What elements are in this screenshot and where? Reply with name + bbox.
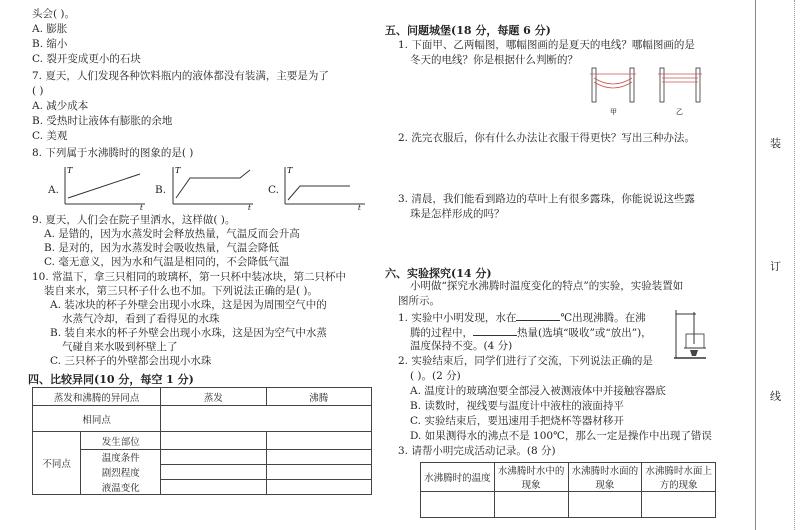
q7-option-a[interactable]: A. 减少成本 xyxy=(32,100,89,112)
same-points-cell[interactable] xyxy=(161,406,372,432)
power-lines-figure xyxy=(588,64,706,116)
q7-option-c[interactable]: C. 美观 xyxy=(32,130,68,142)
diff-row-label: 温度条件 xyxy=(81,450,161,465)
diff-cell[interactable] xyxy=(161,480,266,495)
diff-cell[interactable] xyxy=(161,465,266,480)
record-header-in-water: 水沸腾时水中的现象 xyxy=(494,463,568,492)
compare-table xyxy=(32,387,372,495)
boiling-temp-blank[interactable] xyxy=(516,310,560,321)
q10-option-b-line1[interactable]: B. 装自来水的杯子外壁会出现小水珠，这是因为空气中水蒸 xyxy=(50,327,327,339)
record-cell[interactable] xyxy=(642,492,716,518)
q8-option-c-label[interactable]: C. xyxy=(268,184,279,196)
q9-option-a[interactable]: A. 是错的，因为水蒸发时会释放热量，气温反而会升高 xyxy=(44,228,300,240)
q10-option-a-line1[interactable]: A. 装冰块的杯子外壁会出现小水珠，这是因为周围空气中的 xyxy=(50,299,327,311)
diff-cell[interactable] xyxy=(266,465,371,480)
q1-line1: 1. 下面甲、乙两幅图，哪幅图画的是夏天的电线？哪幅图画的是 xyxy=(398,39,695,51)
e2-option-d[interactable]: D. 如果测得水的沸点不是 100℃，那么一定是操作中出现了错误 xyxy=(410,430,712,442)
q8-graph-b xyxy=(168,164,256,210)
e1-line3: 温度保持不变。(4 分) xyxy=(410,340,513,352)
e2-option-a[interactable]: A. 温度计的玻璃泡要全部浸入被测液体中并接触容器底 xyxy=(410,385,666,397)
section5-title: 五、问题城堡(18 分，每题 6 分) xyxy=(385,24,551,37)
figure-yi-label: 乙 xyxy=(676,108,683,116)
diff-row-label: 剧烈程度 xyxy=(81,465,161,480)
diff-cell[interactable] xyxy=(161,450,266,465)
figure-jia-label: 甲 xyxy=(610,108,617,116)
q6-option-a[interactable]: A. 膨胀 xyxy=(32,23,68,35)
section6-title: 六、实验探究(14 分) xyxy=(385,267,492,280)
section4-title: 四、比较异同(10 分，每空 1 分) xyxy=(28,373,194,386)
diff-cell[interactable] xyxy=(266,480,371,495)
q8-graph-a xyxy=(60,164,148,210)
q10-option-b-line2: 气碰自来水吸到杯壁上了 xyxy=(62,341,178,353)
q6-tail: 头会( )。 xyxy=(32,8,76,20)
experiment-intro-line2: 图所示。 xyxy=(398,295,440,307)
binding-char-1: 装 xyxy=(770,137,781,150)
q8-graph-c xyxy=(280,164,368,210)
q8-graph-c-xlabel: t xyxy=(358,204,361,210)
q10-line2: 装自来水，第三只杯子什么也不加。下列说法正确的是( )。 xyxy=(44,285,319,297)
q6-option-b[interactable]: B. 缩小 xyxy=(32,38,68,50)
diff-row-label: 液温变化 xyxy=(81,480,161,495)
heat-blank[interactable] xyxy=(473,325,517,336)
q7-line1: 7. 夏天，人们发现各种饮料瓶内的液体都没有装满，主要是为了 xyxy=(32,70,329,82)
binding-char-2: 订 xyxy=(770,260,781,273)
q9-option-b[interactable]: B. 是对的，因为水蒸发时会吸收热量，气温会降低 xyxy=(44,242,279,254)
diff-row-label: 发生部位 xyxy=(81,432,161,450)
q6-option-c[interactable]: C. 裂开变成更小的石块 xyxy=(32,53,141,65)
diff-points-label: 不同点 xyxy=(33,432,81,495)
compare-table-header-3: 沸腾 xyxy=(266,388,371,406)
record-header-above: 水沸腾时水面上方的现象 xyxy=(642,463,716,492)
e1-line1: 1. 实验中小明发现，水在 ℃出现沸腾。在沸 xyxy=(398,312,646,324)
diff-cell[interactable] xyxy=(266,432,371,450)
diff-cell[interactable] xyxy=(266,450,371,465)
activity-record-table xyxy=(420,462,716,518)
q8-graph-b-ylabel: T xyxy=(175,166,181,175)
e2-line1: 2. 实验结束后，同学们进行了交流，下列说法正确的是 xyxy=(398,355,653,367)
e1-line2: 腾的过程中， 热量(选填“吸收”或“放出”)， xyxy=(410,327,652,339)
q1-line2: 冬天的电线？你是根据什么判断的？ xyxy=(410,54,578,66)
same-points-label: 相同点 xyxy=(33,406,161,432)
record-header-temp: 水沸腾时的温度 xyxy=(421,463,495,492)
q8-graph-b-xlabel: t xyxy=(248,204,251,210)
q3-line1: 3. 清晨，我们能看到路边的草叶上有很多露珠，你能说说这些露 xyxy=(398,193,695,205)
record-cell[interactable] xyxy=(421,492,495,518)
record-header-surface: 水沸腾时水面的现象 xyxy=(568,463,642,492)
compare-table-header-2: 蒸发 xyxy=(161,388,266,406)
q8-question: 8. 下列属于水沸腾时的图象的是( ) xyxy=(32,147,194,159)
record-cell[interactable] xyxy=(568,492,642,518)
q8-graph-c-ylabel: T xyxy=(287,166,293,175)
q10-option-c[interactable]: C. 三只杯子的外壁都会出现小水珠 xyxy=(50,355,212,367)
q2-question: 2. 洗完衣服后，你有什么办法让衣服干得更快？写出三种办法。 xyxy=(398,132,695,144)
e3-question: 3. 请帮小明完成活动记录。(8 分) xyxy=(398,445,556,457)
q8-option-b-label[interactable]: B. xyxy=(155,184,167,196)
record-cell[interactable] xyxy=(494,492,568,518)
q10-option-a-line2: 水蒸气冷却，看到了看得见的水珠 xyxy=(62,313,220,325)
q9-option-c[interactable]: C. 毫无意义，因为水和气温是相同的，不会降低气温 xyxy=(44,256,290,268)
q8-option-a-label[interactable]: A. xyxy=(48,184,59,196)
q8-graph-a-xlabel: t xyxy=(140,204,143,210)
q7-line2: ( ) xyxy=(32,85,44,97)
experiment-intro-line1: 小明做“探究水沸腾时温度变化的特点”的实验，实验装置如 xyxy=(410,280,684,292)
boiling-apparatus-figure xyxy=(668,308,710,360)
q9-question: 9. 夏天，人们会在院子里洒水，这样做( )。 xyxy=(32,214,236,226)
diff-cell[interactable] xyxy=(161,432,266,450)
compare-table-header-1: 蒸发和沸腾的异同点 xyxy=(33,388,161,406)
e2-option-c[interactable]: C. 实验结束后，要迅速用手把烧杯等器材移开 xyxy=(410,415,624,427)
q7-option-b[interactable]: B. 受热时让液体有膨胀的余地 xyxy=(32,115,173,127)
q8-graph-a-ylabel: T xyxy=(67,166,73,175)
q3-line2: 珠是怎样形成的吗？ xyxy=(410,208,505,220)
e2-option-b[interactable]: B. 读数时，视线要与温度计中液柱的液面持平 xyxy=(410,400,624,412)
q10-line1: 10. 常温下，拿三只相同的玻璃杯，第一只杯中装冰块，第二只杯中 xyxy=(32,271,347,283)
binding-char-3: 线 xyxy=(770,390,781,403)
e2-line2: ( )。(2 分) xyxy=(410,370,461,382)
